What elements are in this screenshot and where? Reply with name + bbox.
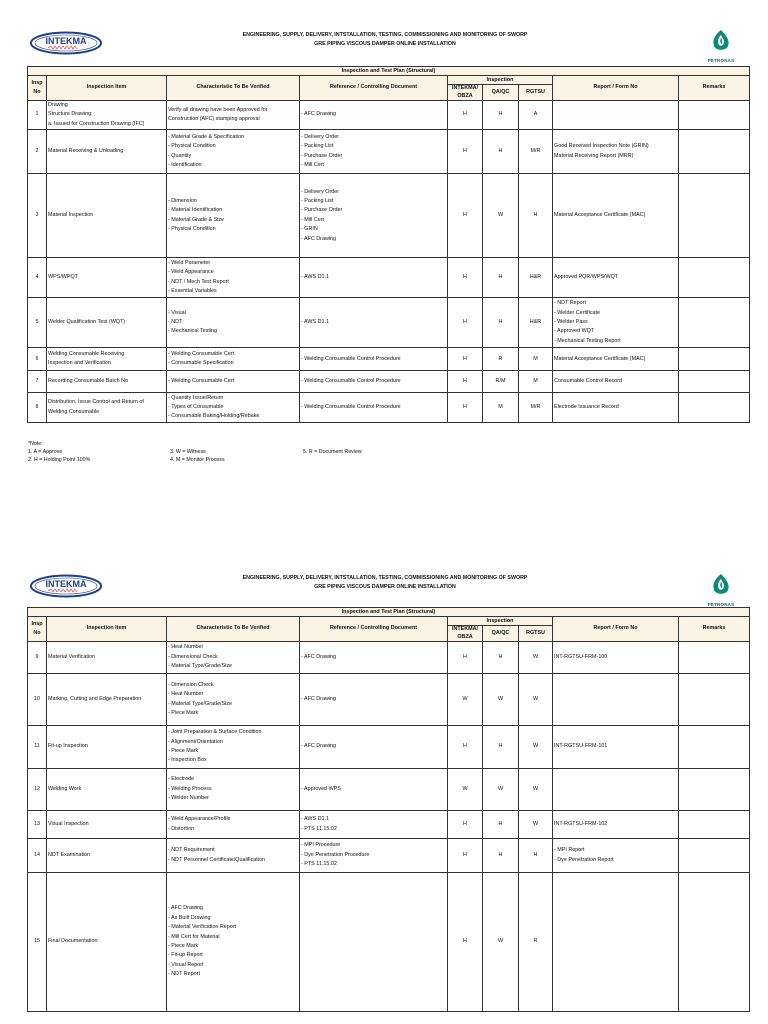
cell-remarks bbox=[679, 726, 750, 769]
cell-qaqc: W bbox=[483, 174, 519, 258]
cell-characteristic: - AFC Drawing - As Built Drawing - Material Verification Report - Mill Cert for Material - Piece Mark - Fit-up Report - Visual Report - NDT Report bbox=[167, 873, 300, 1012]
col-remarks: Remarks bbox=[679, 617, 750, 642]
cell-reference: - AFC Drawing bbox=[300, 101, 448, 130]
table-row bbox=[28, 101, 750, 130]
table-row bbox=[28, 393, 750, 423]
cell-qaqc: M bbox=[483, 393, 519, 423]
cell-rgtsu: W bbox=[519, 726, 553, 769]
table-row bbox=[28, 873, 750, 1012]
col-reference: Reference / Controlling Document bbox=[300, 76, 448, 101]
cell-inspection-item: Welding Consumable Receiving Inspection and Verification bbox=[47, 348, 167, 371]
itp-table bbox=[27, 607, 750, 1012]
cell-qaqc: H bbox=[483, 839, 519, 873]
itp-table-body bbox=[28, 101, 750, 423]
cell-report: Good Received Inspection Note (GRIN) Material Receiving Report (MRR) bbox=[553, 130, 679, 174]
cell-rgtsu: W bbox=[519, 769, 553, 811]
table-row bbox=[28, 174, 750, 258]
cell-inspection-item: Material Verification bbox=[47, 642, 167, 674]
cell-rgtsu: H&R bbox=[519, 258, 553, 298]
cell-remarks bbox=[679, 174, 750, 258]
cell-insp-no: 10 bbox=[28, 674, 47, 726]
cell-intekma: H bbox=[448, 101, 483, 130]
cell-characteristic: - Quantity Issue/Return - Types of Consumable - Consumable Baking/Holding/Rebake bbox=[167, 393, 300, 423]
cell-rgtsu: H bbox=[519, 839, 553, 873]
cell-insp-no: 1 bbox=[28, 101, 47, 130]
cell-report: Approved PQR/WPS/WQT bbox=[553, 258, 679, 298]
note-document-review: 5. R = Document Review bbox=[303, 449, 362, 455]
cell-qaqc: R bbox=[483, 348, 519, 371]
cell-insp-no: 8 bbox=[28, 393, 47, 423]
cell-rgtsu: H&R bbox=[519, 298, 553, 348]
col-intekma: INTEKMA/ OBZA bbox=[448, 85, 483, 101]
cell-intekma: W bbox=[448, 769, 483, 811]
cell-inspection-item: Drawing Structure Drawing: a. Issued for Construction Drawing (IFC) bbox=[47, 101, 167, 130]
cell-rgtsu: M bbox=[519, 348, 553, 371]
cell-reference: - Welding Consumable Control Procedure bbox=[300, 371, 448, 393]
cell-remarks bbox=[679, 348, 750, 371]
cell-report bbox=[553, 769, 679, 811]
cell-remarks bbox=[679, 101, 750, 130]
cell-report bbox=[553, 873, 679, 1012]
col-intekma: INTEKMA/ OBZA bbox=[448, 626, 483, 642]
cell-remarks bbox=[679, 258, 750, 298]
cell-inspection-item: Final Documentation bbox=[47, 873, 167, 1012]
col-insp-no: Insp No bbox=[28, 76, 47, 101]
cell-inspection-item: Welder Qualification Test (WQT) bbox=[47, 298, 167, 348]
cell-report: INT-RGTSU-FRM-101 bbox=[553, 726, 679, 769]
cell-remarks bbox=[679, 393, 750, 423]
cell-inspection-item: Fit-up Inspection bbox=[47, 726, 167, 769]
header-title-line2: GRE PIPING VISCOUS DAMPER ONLINE INSTALLATION bbox=[314, 41, 456, 47]
col-report: Report / Form No bbox=[553, 76, 679, 101]
col-characteristic: Characteristic To Be Verified bbox=[167, 617, 300, 642]
cell-characteristic: - Dimension Check - Heat Number - Material Type/Grade/Size - Piece Mark bbox=[167, 674, 300, 726]
cell-inspection-item: Visual Inspection bbox=[47, 811, 167, 839]
col-remarks: Remarks bbox=[679, 76, 750, 101]
cell-intekma: H bbox=[448, 371, 483, 393]
cell-rgtsu: M/R bbox=[519, 130, 553, 174]
cell-reference: - AFC Drawing bbox=[300, 726, 448, 769]
table-row bbox=[28, 811, 750, 839]
cell-reference bbox=[300, 873, 448, 1012]
cell-intekma: H bbox=[448, 174, 483, 258]
table-row bbox=[28, 642, 750, 674]
cell-intekma: H bbox=[448, 298, 483, 348]
cell-remarks bbox=[679, 371, 750, 393]
cell-reference: - AWS D1.1 bbox=[300, 258, 448, 298]
petronas-logo bbox=[702, 572, 740, 606]
cell-reference: - Delivery Order - Packing List - Purchase Order - Mill Cert bbox=[300, 130, 448, 174]
cell-insp-no: 4 bbox=[28, 258, 47, 298]
cell-characteristic: - Material Grade & Specification - Physical Condition - Quantity - Identification bbox=[167, 130, 300, 174]
cell-intekma: W bbox=[448, 674, 483, 726]
cell-qaqc: H bbox=[483, 101, 519, 130]
cell-inspection-item: Material Inspection bbox=[47, 174, 167, 258]
intekma-logo bbox=[30, 574, 102, 598]
table-row bbox=[28, 130, 750, 174]
col-rgtsu: RGTSU bbox=[519, 85, 553, 101]
document-header bbox=[120, 31, 650, 49]
cell-inspection-item: NDT Examination bbox=[47, 839, 167, 873]
cell-report bbox=[553, 674, 679, 726]
cell-qaqc: H bbox=[483, 298, 519, 348]
cell-characteristic: - Dimension - Material Identification - Material Grade & Size - Physical Condition bbox=[167, 174, 300, 258]
note-holding-point: 2. H = Holding Point 100% bbox=[28, 457, 91, 463]
cell-reference: - MPI Procedure - Dye Penetration Procedure - PTS 11.15.02 bbox=[300, 839, 448, 873]
cell-characteristic: - Electrode - Welding Process - Welder Number bbox=[167, 769, 300, 811]
cell-inspection-item: Distribution, Issue Control and Return of Welding Consumable bbox=[47, 393, 167, 423]
cell-remarks bbox=[679, 642, 750, 674]
cell-qaqc: H bbox=[483, 811, 519, 839]
col-inspection-group: Inspection bbox=[448, 76, 553, 85]
col-qaqc: QA/QC bbox=[483, 85, 519, 101]
cell-report: - NDT Report - Welder Certificate - Welder Pass - Approved WQT - Mechanical Testing Report bbox=[553, 298, 679, 348]
cell-insp-no: 6 bbox=[28, 348, 47, 371]
cell-insp-no: 7 bbox=[28, 371, 47, 393]
cell-intekma: H bbox=[448, 258, 483, 298]
petronas-logo bbox=[702, 28, 740, 62]
cell-intekma: H bbox=[448, 393, 483, 423]
table-row bbox=[28, 371, 750, 393]
cell-qaqc: R/M bbox=[483, 371, 519, 393]
cell-characteristic: - NDT Requirement - NDT Personnel Certificate/Qualification bbox=[167, 839, 300, 873]
cell-insp-no: 2 bbox=[28, 130, 47, 174]
cell-report: INT-RGTSU-FRM-100 bbox=[553, 642, 679, 674]
cell-report bbox=[553, 101, 679, 130]
cell-report: - MPI Report - Dye Penetration Report bbox=[553, 839, 679, 873]
cell-rgtsu: R bbox=[519, 873, 553, 1012]
cell-inspection-item: Material Receiving & Unloading bbox=[47, 130, 167, 174]
cell-remarks bbox=[679, 839, 750, 873]
header-title-line2: GRE PIPING VISCOUS DAMPER ONLINE INSTALLATION bbox=[314, 584, 456, 590]
itp-page-1 bbox=[0, 0, 768, 500]
document-header bbox=[120, 574, 650, 592]
cell-characteristic: - Heat Number - Dimensional Check - Material Type/Grade/Size bbox=[167, 642, 300, 674]
cell-reference: - AWS D1.1 bbox=[300, 298, 448, 348]
cell-remarks bbox=[679, 873, 750, 1012]
note-heading: *Note: bbox=[28, 441, 43, 447]
legend-notes bbox=[27, 440, 749, 464]
cell-remarks bbox=[679, 298, 750, 348]
cell-report: INT-RGTSU-FRM-102 bbox=[553, 811, 679, 839]
col-inspection-group: Inspection bbox=[448, 617, 553, 626]
header-title-line1: ENGINEERING, SUPPLY, DELIVERY, INTSTALLATION, TESTING, COMMISSIONING AND MONITORING OF SWORP bbox=[242, 32, 528, 38]
cell-reference: - AWS D1.1 - PTS 11.15.02 bbox=[300, 811, 448, 839]
cell-report: Material Acceptance Certificate (MAC) bbox=[553, 174, 679, 258]
table-row bbox=[28, 839, 750, 873]
itp-table bbox=[27, 66, 750, 423]
cell-report: Electrode Issuance Record bbox=[553, 393, 679, 423]
col-reference: Reference / Controlling Document bbox=[300, 617, 448, 642]
cell-insp-no: 15 bbox=[28, 873, 47, 1012]
cell-characteristic: - Visual - NDT - Mechanical Testing bbox=[167, 298, 300, 348]
cell-insp-no: 9 bbox=[28, 642, 47, 674]
cell-intekma: H bbox=[448, 839, 483, 873]
table-row bbox=[28, 298, 750, 348]
cell-rgtsu: H bbox=[519, 174, 553, 258]
cell-rgtsu: M bbox=[519, 371, 553, 393]
cell-rgtsu: M/R bbox=[519, 393, 553, 423]
itp-page-2 bbox=[0, 570, 768, 1024]
cell-characteristic: Verify all drawing have been Approved for Construction (AFC) stamping approval bbox=[167, 101, 300, 130]
table-row bbox=[28, 726, 750, 769]
note-approve: 1. A = Approve bbox=[28, 449, 63, 455]
note-monitor-process: 4. M = Monitor Process bbox=[170, 457, 225, 463]
cell-remarks bbox=[679, 130, 750, 174]
cell-intekma: H bbox=[448, 726, 483, 769]
cell-report: Consumable Control Record bbox=[553, 371, 679, 393]
table-row bbox=[28, 348, 750, 371]
cell-qaqc: H bbox=[483, 258, 519, 298]
cell-insp-no: 11 bbox=[28, 726, 47, 769]
cell-inspection-item: WPS/WPQT bbox=[47, 258, 167, 298]
cell-qaqc: W bbox=[483, 769, 519, 811]
cell-reference: - Delivery Order - Packing List - Purchase Order - Mill Cert - GRIN - AFC Drawing bbox=[300, 174, 448, 258]
cell-characteristic: - Weld Parameter - Weld Appearance - NDT / Mech Test Report - Essential Variables bbox=[167, 258, 300, 298]
intekma-logo-text: INTEKMA bbox=[45, 36, 87, 46]
table-title: Inspection and Test Plan (Structural) bbox=[28, 608, 750, 617]
cell-qaqc: H bbox=[483, 642, 519, 674]
col-insp-no: Insp No bbox=[28, 617, 47, 642]
col-inspection-item: Inspection Item bbox=[47, 76, 167, 101]
col-rgtsu: RGTSU bbox=[519, 626, 553, 642]
cell-rgtsu: W bbox=[519, 642, 553, 674]
intekma-logo-text: INTEKMA bbox=[45, 579, 87, 589]
table-row bbox=[28, 674, 750, 726]
cell-intekma: H bbox=[448, 130, 483, 174]
cell-characteristic: - Weld Appearance/Profile - Distortion bbox=[167, 811, 300, 839]
cell-remarks bbox=[679, 769, 750, 811]
cell-reference: - AFC Drawing bbox=[300, 674, 448, 726]
cell-reference: - Welding Consumable Control Procedure bbox=[300, 348, 448, 371]
cell-characteristic: - Welding Consumable Cert - Consumable Specification bbox=[167, 348, 300, 371]
cell-insp-no: 14 bbox=[28, 839, 47, 873]
table-row bbox=[28, 258, 750, 298]
cell-insp-no: 5 bbox=[28, 298, 47, 348]
cell-intekma: H bbox=[448, 811, 483, 839]
cell-inspection-item: Recording Consumable Batch No bbox=[47, 371, 167, 393]
table-title: Inspection and Test Plan (Structural) bbox=[28, 67, 750, 76]
cell-reference: - AFC Drawing bbox=[300, 642, 448, 674]
cell-rgtsu: A bbox=[519, 101, 553, 130]
cell-insp-no: 3 bbox=[28, 174, 47, 258]
page-gap bbox=[0, 500, 768, 570]
cell-qaqc: W bbox=[483, 873, 519, 1012]
cell-remarks bbox=[679, 811, 750, 839]
itp-table-body bbox=[28, 642, 750, 1012]
cell-qaqc: H bbox=[483, 726, 519, 769]
petronas-logo-text: PETRONAS bbox=[707, 58, 735, 63]
cell-reference: - Approved WPS bbox=[300, 769, 448, 811]
cell-intekma: H bbox=[448, 348, 483, 371]
petronas-logo-text: PETRONAS bbox=[707, 602, 735, 607]
header-title-line1: ENGINEERING, SUPPLY, DELIVERY, INTSTALLATION, TESTING, COMMISSIONING AND MONITORING OF SWORP bbox=[242, 575, 528, 581]
cell-inspection-item: Welding Work bbox=[47, 769, 167, 811]
cell-characteristic: - Joint Preparation & Surface Condition - Alignment/Orientation - Piece Mark - Inspection Box bbox=[167, 726, 300, 769]
cell-rgtsu: W bbox=[519, 811, 553, 839]
cell-insp-no: 12 bbox=[28, 769, 47, 811]
table-row bbox=[28, 769, 750, 811]
col-report: Report / Form No bbox=[553, 617, 679, 642]
note-witness: 3. W = Witness bbox=[170, 449, 206, 455]
cell-remarks bbox=[679, 674, 750, 726]
col-qaqc: QA/QC bbox=[483, 626, 519, 642]
cell-rgtsu: W bbox=[519, 674, 553, 726]
intekma-logo bbox=[30, 31, 102, 55]
cell-report: Material Acceptance Certificate (MAC) bbox=[553, 348, 679, 371]
cell-intekma: H bbox=[448, 642, 483, 674]
cell-insp-no: 13 bbox=[28, 811, 47, 839]
cell-inspection-item: Marking, Cutting and Edge Preparation bbox=[47, 674, 167, 726]
col-characteristic: Characteristic To Be Verified bbox=[167, 76, 300, 101]
cell-qaqc: W bbox=[483, 674, 519, 726]
cell-qaqc: H bbox=[483, 130, 519, 174]
cell-characteristic: - Welding Consumable Cert bbox=[167, 371, 300, 393]
cell-intekma: H bbox=[448, 873, 483, 1012]
col-inspection-item: Inspection Item bbox=[47, 617, 167, 642]
cell-reference: - Welding Consumable Control Procedure bbox=[300, 393, 448, 423]
